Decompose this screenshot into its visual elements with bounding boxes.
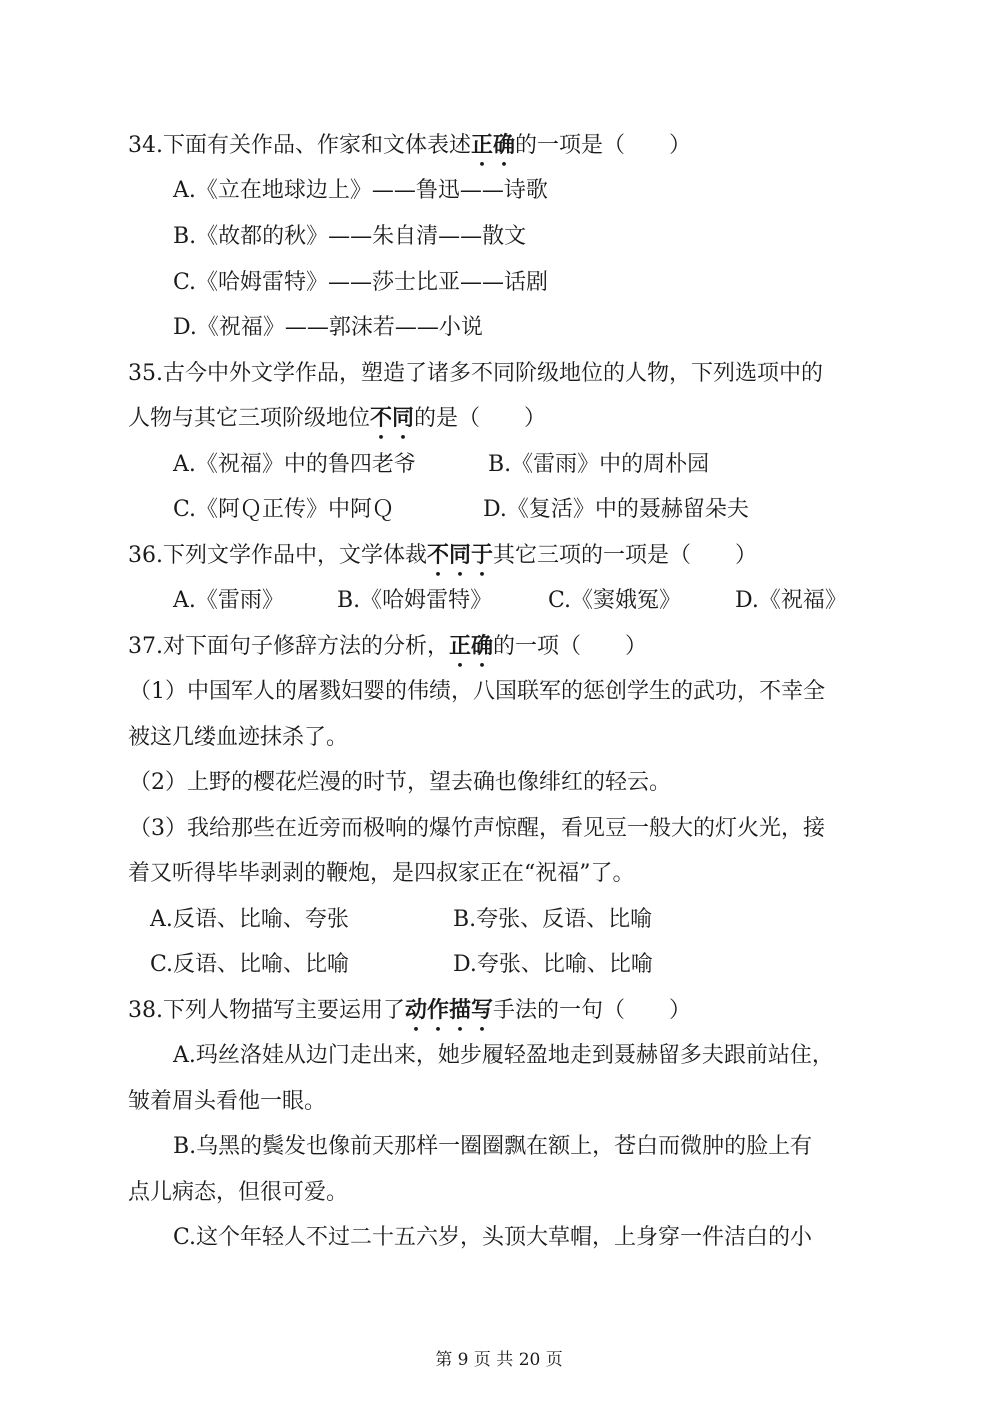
q38-option-b-line2: 点儿病态，但很可爱。 [128,1180,349,1205]
emphasis-text: 不同 [370,406,415,431]
q37-sentence-3-line2: 着又听得毕毕剥剥的鞭炮，是四叔家正在“祝福”了。 [128,861,635,886]
question-36-stem [128,541,998,581]
q36-option-c: C.《窦娥冤》 [548,588,682,613]
question-35-stem-line1: 35.古今中外文学作品，塑造了诸多不同阶级地位的人物，下列选项中的 [128,361,823,386]
stem-text: 人物与其它三项阶级地位 [128,406,371,431]
stem-text: 34.下面有关作品、作家和文体表述 [128,133,471,158]
stem-text: 36.下列文学作品中，文学体裁 [128,543,427,568]
page-number-footer: 第 9 页 共 20 页 [435,1350,563,1370]
q35-option-b: B.《雷雨》中的周朴园 [488,452,710,477]
q37-option-b: B.夸张、反语、比喻 [453,907,653,932]
q38-option-a-line2: 皱着眉头看他一眼。 [128,1089,327,1114]
q35-option-c: C.《阿Ｑ正传》中阿Ｑ [173,497,395,522]
stem-text: 的一项（ ） [493,634,648,659]
q34-option-a: A.《立在地球边上》——鲁迅——诗歌 [173,178,548,203]
emphasis-text: 正确 [471,133,516,158]
stem-text: 的是（ ） [414,406,547,431]
q38-option-b-line1: B.乌黑的鬓发也像前天那样一圈圈飘在额上，苍白而微肿的脸上有 [173,1134,813,1159]
q36-option-d: D.《祝福》 [735,588,847,613]
q37-option-c: C.反语、比喻、比喻 [150,952,350,977]
q37-sentence-1-line1: （1）中国军人的屠戮妇婴的伟绩，八国联军的惩创学生的武功，不幸全 [129,679,825,704]
q36-option-a: A.《雷雨》 [173,588,284,613]
q37-sentence-2: （2）上野的樱花烂漫的时节，望去确也像绯红的轻云。 [129,770,671,795]
q35-option-d: D.《复活》中的聂赫留朵夫 [483,497,749,522]
stem-text: 手法的一句（ ） [493,998,692,1023]
q38-option-c-line1: C.这个年轻人不过二十五六岁，头顶大草帽，上身穿一件洁白的小 [173,1225,813,1250]
q35-option-a: A.《祝福》中的鲁四老爷 [173,452,416,477]
question-38-stem [128,996,998,1036]
emphasis-text: 正确 [449,634,494,659]
q37-sentence-1-line2: 被这几缕血迹抹杀了。 [128,725,349,750]
stem-text: 的一项是（ ） [515,133,692,158]
q34-option-c: C.《哈姆雷特》——莎士比亚——话剧 [173,270,549,295]
stem-text: 其它三项的一项是（ ） [493,543,758,568]
q36-option-b: B.《哈姆雷特》 [337,588,493,613]
question-35-stem-line2 [128,404,998,444]
question-37-stem [128,632,998,672]
q34-option-b: B.《故都的秋》——朱自清——散文 [173,224,527,249]
emphasis-text: 不同于 [427,543,494,568]
q37-sentence-3-line1: （3）我给那些在近旁而极响的爆竹声惊醒，看见豆一般大的灯火光，接 [129,816,825,841]
q37-option-d: D.夸张、比喻、比喻 [453,952,653,977]
q37-option-a: A.反语、比喻、夸张 [150,907,349,932]
q34-option-d: D.《祝福》——郭沫若——小说 [173,315,483,340]
question-34-stem [128,131,998,171]
q38-option-a-line1: A.玛丝洛娃从边门走出来，她步履轻盈地走到聂赫留多夫跟前站住， [173,1043,834,1068]
stem-text: 38.下列人物描写主要运用了 [128,998,405,1023]
emphasis-text: 动作描写 [405,998,494,1023]
stem-text: 37.对下面句子修辞方法的分析， [128,634,449,659]
